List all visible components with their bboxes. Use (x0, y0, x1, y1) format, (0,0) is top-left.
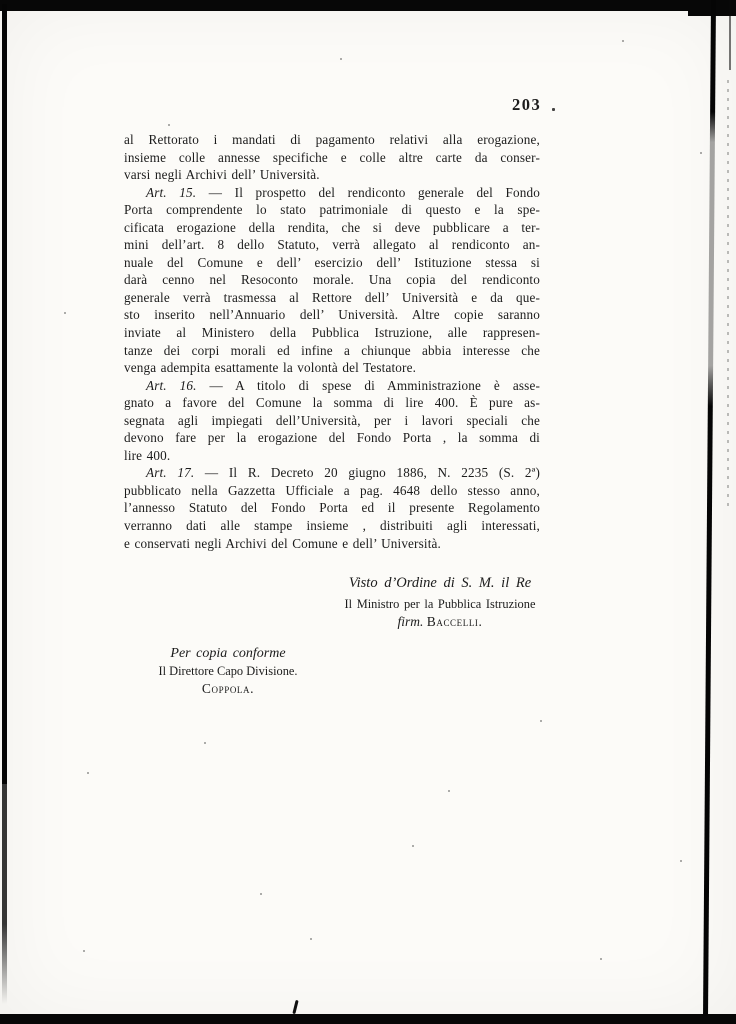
director-name: Coppola. (201, 681, 255, 696)
page-number: 203 (512, 95, 542, 114)
royal-order-line: Visto d’Ordine di S. M. il Re (348, 575, 532, 591)
text-line: e conservati negli Archivi del Comune e dell’ Università. (124, 535, 441, 551)
scan-edge-top (0, 0, 736, 11)
text-line: Art. 16. — A titolo di spese di Amministrazione è asse- (146, 377, 540, 393)
scan-edge-right-faint (729, 0, 731, 70)
scan-speck (622, 40, 624, 42)
scan-edge-right (703, 0, 716, 1016)
text-line: darà cenno nel Resoconto morale. Una copia del rendiconto (124, 272, 540, 288)
text-line: devono fare per la erogazione del Fondo Porta , la somma di (124, 430, 540, 446)
scan-speck (87, 772, 89, 774)
text-line: insieme colle annesse specifiche e colle altre carte da conser- (124, 149, 540, 165)
minister-line: Il Ministro per la Pubblica Istruzione (344, 597, 536, 611)
minister-name: Baccelli. (426, 614, 483, 629)
text-line: segnata agli impiegati dell’Università, per i lavori speciali che (124, 412, 540, 428)
copy-conform-line: Per copia conforme (170, 646, 286, 661)
director-title-line: Il Direttore Capo Divisione. (158, 664, 298, 678)
text-line: lire 400. (124, 447, 171, 463)
scan-speck (310, 938, 312, 940)
text-line: l’annesso Statuto del Fondo Porta ed il presente Regolamento (124, 500, 540, 516)
scan-edge-left (2, 4, 7, 1004)
article-label: Art. 16. (146, 377, 197, 393)
scan-edge-bottom (0, 1014, 736, 1024)
text-line: Porta comprendente lo stato patrimoniale di questo e la spe- (124, 202, 540, 218)
scan-speck (204, 742, 206, 744)
scan-speck (552, 108, 555, 111)
scan-speck (540, 720, 542, 722)
text-line: gnato a favore del Comune la somma di lire 400. È pure as- (124, 395, 540, 411)
text-line: nuale del Comune e dell’ esercizio dell’ Istituzione stessa si (124, 254, 540, 270)
royal-order-signature-block (323, 574, 557, 630)
text-line: cificata erogazione della rendita, che si deve pubblicare a ter- (124, 219, 540, 235)
text-line: pubblicato nella Gazzetta Ufficiale a pag. 4648 dello stesso anno, (124, 482, 540, 498)
text-line: generale verrà trasmessa al Rettore dell’ Università e da que- (124, 289, 540, 305)
scan-speck (340, 58, 342, 60)
certified-copy-signature-block (147, 645, 309, 697)
text-line: tanze dei corpi morali ed infine a chiunque abbia interesse che (124, 342, 540, 358)
firm-label: firm. (397, 614, 424, 629)
text-line: varsi negli Archivi dell’ Università. (124, 167, 320, 183)
text-line: sto inserito nell’Annuario dell’ Università. Altre copie saranno (124, 307, 540, 323)
text-line: Art. 17. — Il R. Decreto 20 giugno 1886, N. 2235 (S. 2ª) (146, 465, 540, 481)
scan-speck (83, 950, 85, 952)
text-line: venga adempita esattamente la volontà del Testatore. (124, 360, 417, 376)
text-line: Art. 15. — Il prospetto del rendiconto generale del Fondo (146, 184, 540, 200)
ink-mark (292, 1000, 298, 1014)
scan-speck (64, 312, 66, 314)
article-label: Art. 15. (146, 184, 197, 200)
scan-speck (600, 958, 602, 960)
scan-speck (680, 860, 682, 862)
scan-speck (168, 124, 170, 126)
article-label: Art. 17. (146, 465, 195, 481)
text-line: mini dell’art. 8 dello Statuto, verrà allegato al rendiconto an- (124, 237, 540, 253)
body-text (124, 131, 540, 552)
scan-speck (700, 152, 702, 154)
text-line: inviate al Ministero della Pubblica Istruzione, alle rappresen- (124, 325, 540, 341)
scan-edge-right-specks (727, 80, 729, 510)
scan-speck (448, 790, 450, 792)
text-line: verranno dati alle stampe insieme , distribuiti agli interessati, (124, 518, 540, 534)
firm-line (323, 613, 557, 630)
scan-speck (412, 845, 414, 847)
scan-speck (260, 893, 262, 895)
text-line: al Rettorato i mandati di pagamento relativi alla erogazione, (124, 132, 540, 147)
